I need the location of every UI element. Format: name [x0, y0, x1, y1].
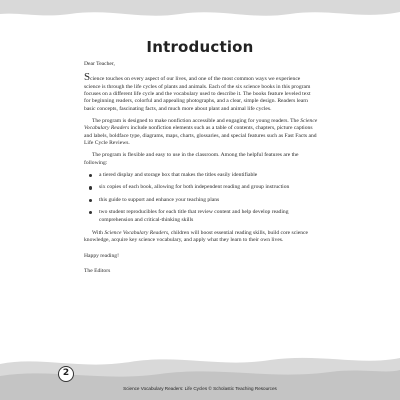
series-title: Science Vocabulary Readers: [104, 229, 169, 236]
paragraph-summary-text-2: , children will boost essential reading skills, build core science knowledge, acquire key science vocabulary, and apply what they learn to their own lives.: [84, 229, 309, 244]
drop-cap: S: [84, 71, 91, 84]
signoff: The Editors: [84, 267, 111, 274]
feature-list: [84, 172, 318, 224]
footer-credit: Science Vocabulary Readers: Life Cycles © Scholastic Teaching Resources: [123, 386, 277, 391]
bullet-icon: [89, 199, 92, 202]
closing-line: Happy reading!: [84, 252, 119, 259]
list-item-text: two student reproducibles for each title that review content and help develop reading comprehension and critical-thinking skills: [99, 209, 289, 223]
paragraph-program-text-2: include nonfiction elements such as a table of contents, chapters, picture captions and labels, boldface type, diagrams, maps, charts, glossaries, and special features such as Fast Facts and Life Cycle Reviews.: [84, 125, 317, 147]
page-number-badge: 2: [58, 366, 74, 382]
paragraph-summary-text-1: With: [92, 229, 105, 236]
top-wave-band: [0, 0, 400, 26]
paragraph-intro: [84, 71, 318, 113]
list-item: [84, 197, 318, 204]
list-item-text: a tiered display and storage box that makes the titles easily identifiable: [99, 172, 258, 179]
paragraph-program: [84, 118, 318, 147]
list-item: [84, 172, 318, 179]
page-title: Introduction: [146, 38, 254, 56]
list-item-text: this guide to support and enhance your teaching plans: [99, 196, 220, 203]
paragraph-program-text-1: The program is designed to make nonfiction accessible and engaging for young readers. The: [92, 118, 301, 125]
list-item-text: six copies of each book, allowing for both independent reading and group instruction: [99, 184, 290, 191]
bullet-icon: [89, 211, 92, 214]
bullet-icon: [89, 186, 92, 189]
list-item: [84, 184, 318, 191]
bullet-icon: [89, 174, 92, 177]
salutation: Dear Teacher,: [84, 61, 115, 67]
series-title: Science Vocabulary Readers: [84, 118, 318, 132]
paragraph-summary: [84, 230, 318, 245]
letter-body: [84, 61, 318, 275]
paragraph-intro-text: cience touches on every aspect of our lives, and one of the most common ways we experience science is through the life cycles of plants and animals. Each of the six science books in this program focuses on a different life cycle and the vocabulary used to describe it. The books feature leveled text for beginning readers, colorful and appealing photographs, and a clear, simple design. Readers learn basic concepts, fascinating facts, and much more about plant and animal life cycles.: [84, 76, 311, 112]
paragraph-features: The program is flexible and easy to use in the classroom. Among the helpful features are the following:: [84, 152, 299, 166]
list-item: [84, 209, 318, 224]
